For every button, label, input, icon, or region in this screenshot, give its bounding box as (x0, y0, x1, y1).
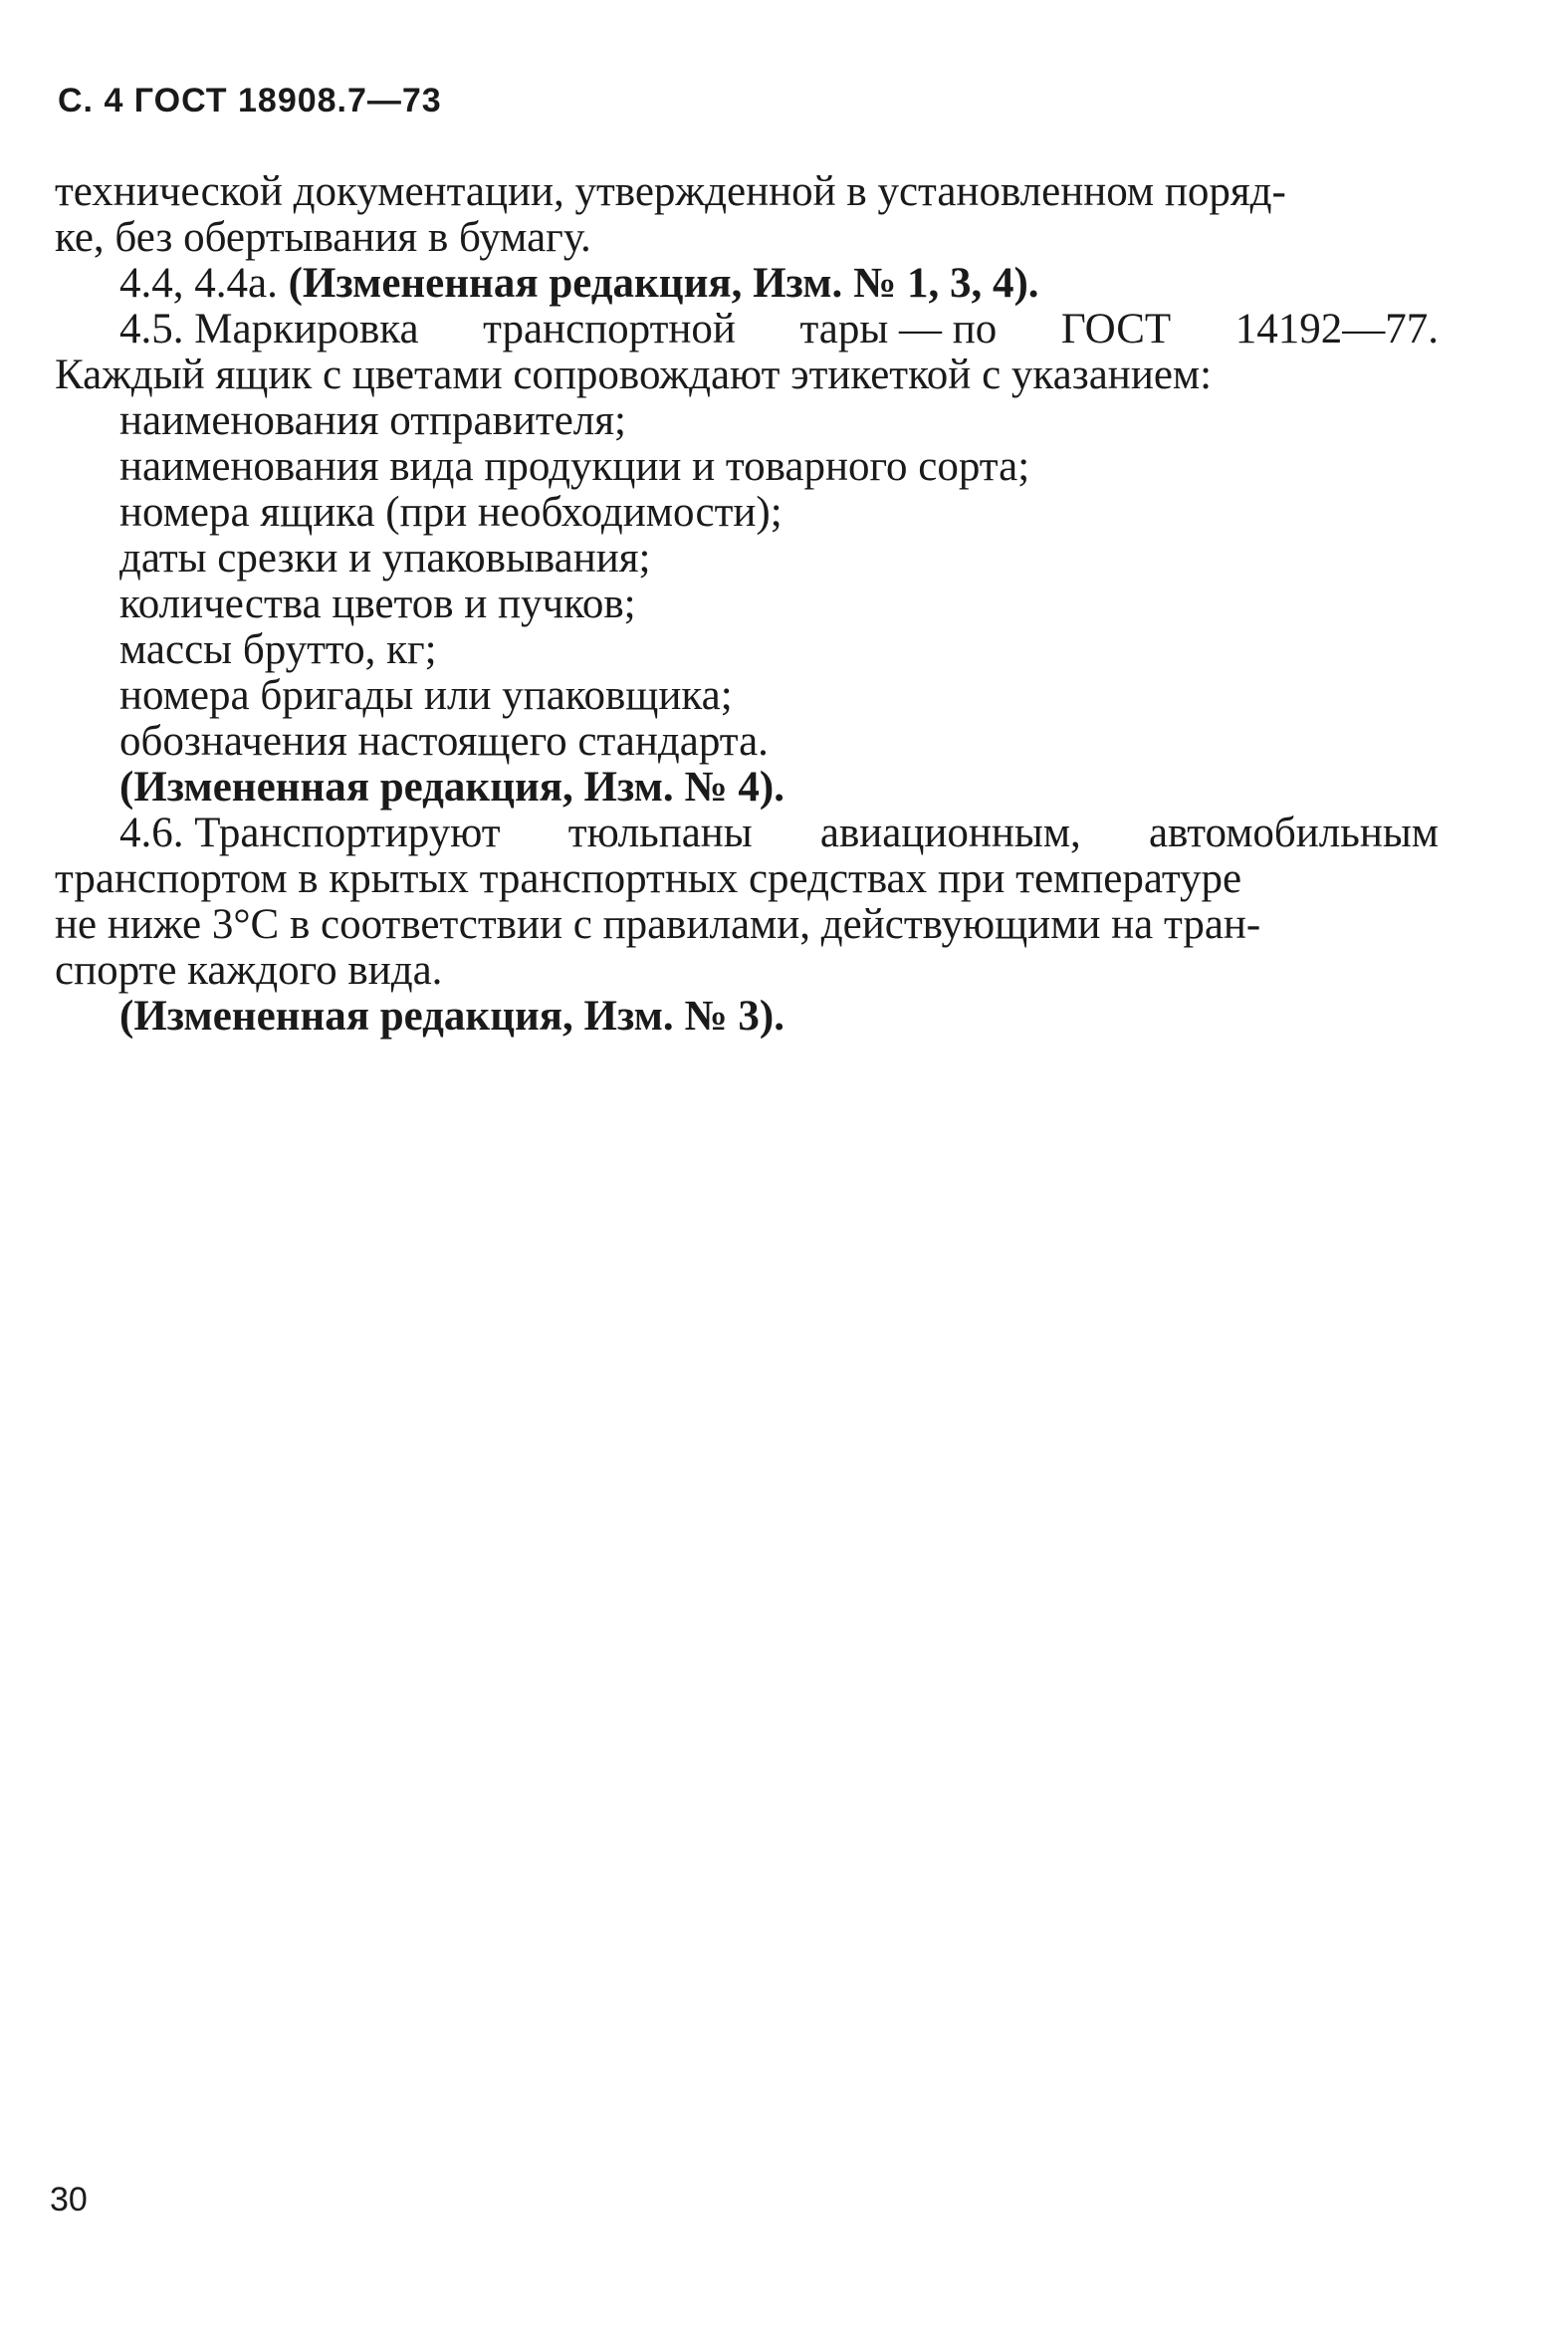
page-number: 30 (50, 2181, 88, 2219)
list-item: номера бригады или упаковщика; (119, 672, 733, 719)
text-word: 4.6. Транспортируют (119, 810, 501, 856)
text-line: спорте каждого вида. (55, 947, 443, 994)
page-header: С. 4 ГОСТ 18908.7—73 (58, 82, 442, 119)
amendment-note: (Измененная редакция, Изм. № 3). (119, 993, 784, 1040)
text-line: транспортом в крытых транспортных средствах при температуре (55, 855, 1242, 902)
amendment-line (55, 261, 1439, 307)
text-line: не ниже 3°С в соответствии с правилами, действующими на тран- (55, 901, 1261, 948)
amendment-note: (Измененная редакция, Изм. № 1, 3, 4). (288, 260, 1039, 307)
text-word: ГОСТ (1060, 306, 1172, 352)
clause-4-6-line (55, 811, 1439, 856)
list-item: количества цветов и пучков; (119, 581, 636, 627)
text-word: 4.5. Маркировка (119, 306, 419, 352)
clause-4-5-line (55, 307, 1439, 352)
text-word: тары — по (799, 306, 998, 352)
list-item: обозначения настоящего стандарта. (119, 718, 769, 765)
list-item: наименования вида продукции и товарного сорта; (119, 443, 1030, 490)
clause-ref: 4.4, 4.4а. (119, 260, 278, 307)
list-item: даты срезки и упаковывания; (119, 535, 651, 582)
list-item: номера ящика (при необходимости); (119, 489, 783, 536)
text-word: 14192—77. (1234, 306, 1439, 352)
text-word: транспортной (483, 306, 736, 352)
text-line: Каждый ящик с цветами сопровождают этикеткой с указанием: (55, 351, 1213, 398)
text-word: автомобильным (1148, 810, 1439, 856)
amendment-note: (Измененная редакция, Изм. № 4). (119, 764, 784, 811)
document-body (55, 169, 1439, 1040)
list-item: наименования отправителя; (119, 397, 626, 444)
text-word: авиационным, (819, 810, 1081, 856)
text-line: технической документации, утвержденной в установленном поряд- (55, 168, 1286, 215)
list-item: массы брутто, кг; (119, 626, 437, 673)
text-line: ке, без обертывания в бумагу. (55, 214, 591, 261)
text-word: тюльпаны (567, 810, 753, 856)
